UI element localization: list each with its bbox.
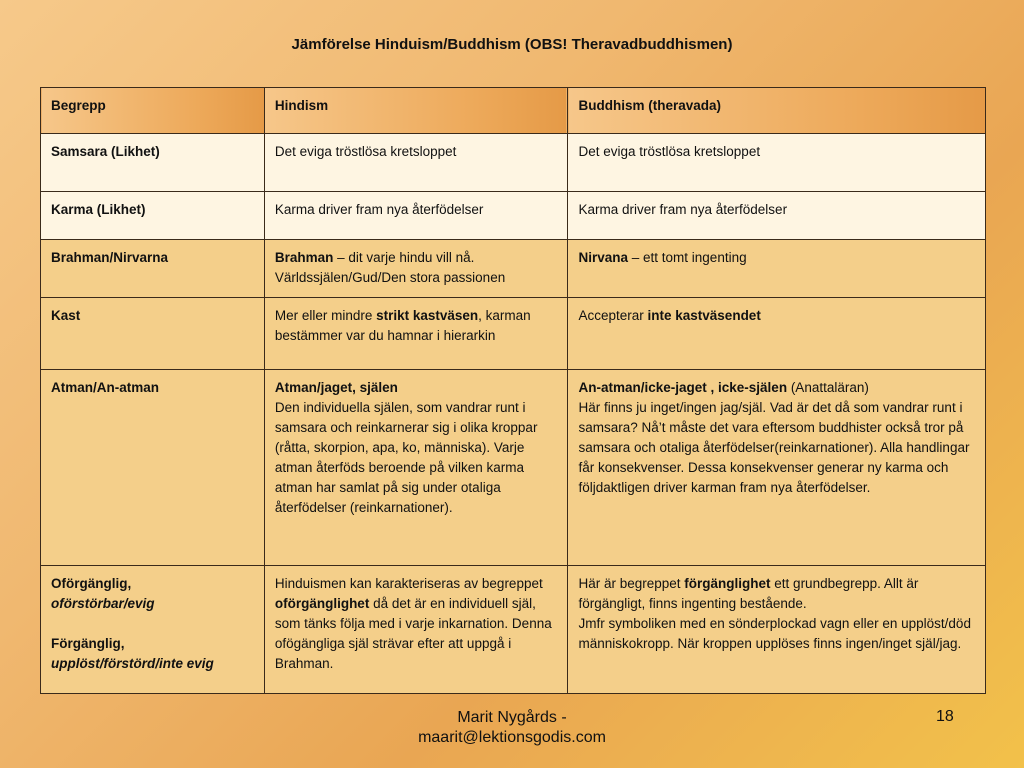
buddhism-cell <box>568 370 986 566</box>
buddhism-cell <box>568 240 986 298</box>
concept-cell: Kast <box>41 298 265 370</box>
bold-term: Brahman <box>274 250 334 265</box>
header-hindism: Hindism <box>264 88 568 134</box>
footer-email: maarit@lektionsgodis.com <box>418 729 606 746</box>
table-row <box>41 370 986 566</box>
concept-cell: Atman/An-atman <box>41 370 265 566</box>
table-row <box>41 566 986 694</box>
hindu-cell: Karma driver fram nya återfödelser <box>264 192 568 240</box>
cell-text: – ett tomt ingenting <box>628 250 747 265</box>
page-number: 18 <box>936 708 954 725</box>
header-begrepp: Begrepp <box>41 88 265 134</box>
concept-term-italic: upplöst/förstörd/inte evig <box>51 656 214 671</box>
bold-term: An-atman/icke-jaget , icke-själen <box>578 380 788 395</box>
hindu-cell: Det eviga tröstlösa kretsloppet <box>264 134 568 192</box>
header-buddhism: Buddhism (theravada) <box>568 88 986 134</box>
hindu-cell <box>264 298 568 370</box>
table-row <box>41 240 986 298</box>
hindu-cell <box>264 566 568 694</box>
table-header-row <box>41 88 986 134</box>
cell-text: Här är begreppet <box>578 576 685 591</box>
cell-text: då det är en individuell själ, som tänks följa med i varje inkarnation. Denna ofögängliga själ strävar efter att uppgå i Brahman. <box>274 596 552 671</box>
concept-cell: Samsara (Likhet) <box>41 134 265 192</box>
cell-text: (Anattaläran) <box>787 380 869 395</box>
table-row <box>41 192 986 240</box>
cell-text: ett grundbegrepp. Allt är förgängligt, finns ingenting bestående. <box>578 576 919 611</box>
concept-cell: Karma (Likhet) <box>41 192 265 240</box>
cell-text: Accepterar <box>578 308 648 323</box>
cell-text: Hinduismen kan karakteriseras av begreppet <box>274 576 543 591</box>
bold-term: inte kastväsendet <box>647 308 761 323</box>
buddhism-cell: Det eviga tröstlösa kretsloppet <box>568 134 986 192</box>
concept-term: Oförgänglig, <box>51 576 132 591</box>
bold-term: oförgänglighet <box>274 596 370 611</box>
footer-author-name: Marit Nygårds - <box>457 709 567 726</box>
footer-author <box>380 708 644 748</box>
bold-term: Nirvana <box>578 250 629 265</box>
table-row <box>41 134 986 192</box>
concept-term-italic: oförstörbar/evig <box>51 596 155 611</box>
cell-text: Den individuella själen, som vandrar runt i samsara och reinkarnerar sig i olika kroppar (råtta, skorpion, apa, ko, människa). Varje atman återföds beroende på vilken karma atman har samlat på sig under otaliga återfödelser (reinkarnationer). <box>274 400 538 515</box>
hindu-cell <box>264 240 568 298</box>
bold-term: strikt kastväsen <box>376 308 479 323</box>
buddhism-cell: Karma driver fram nya återfödelser <box>568 192 986 240</box>
cell-text: Mer eller mindre <box>274 308 377 323</box>
cell-text: Här finns ju inget/ingen jag/själ. Vad är det då som vandrar runt i samsara? Nå’t måste det vara eftersom buddhister också tror på samsara och otaliga återfödelser(reinkarnationer). Alla handlingar får konsekvenser. Dessa konsekvenser generar ny karma och följdaktligen driver karman fram nya återfödelser. <box>578 400 970 495</box>
page-title: Jämförelse Hinduism/Buddhism (OBS! Theravadbuddhismen) <box>291 36 733 53</box>
cell-text: , karman bestämmer var du hamnar i hierarkin <box>274 308 531 343</box>
concept-term: Förgänglig, <box>51 636 125 651</box>
hindu-cell <box>264 370 568 566</box>
concept-cell: Brahman/Nirvarna <box>41 240 265 298</box>
cell-text: – dit varje hindu vill nå. Världssjälen/Gud/Den stora passionen <box>274 250 506 285</box>
table-row <box>41 298 986 370</box>
cell-text: Jmfr symboliken med en sönderplockad vagn eller en upplöst/död människokropp. När kroppen upplöses finns ingen/inget själ/jag. <box>578 616 971 651</box>
bold-term: Atman/jaget, själen <box>274 380 398 395</box>
buddhism-cell <box>568 566 986 694</box>
buddhism-cell <box>568 298 986 370</box>
concept-cell <box>41 566 265 694</box>
bold-term: förgänglighet <box>684 576 771 591</box>
comparison-table <box>40 87 986 694</box>
